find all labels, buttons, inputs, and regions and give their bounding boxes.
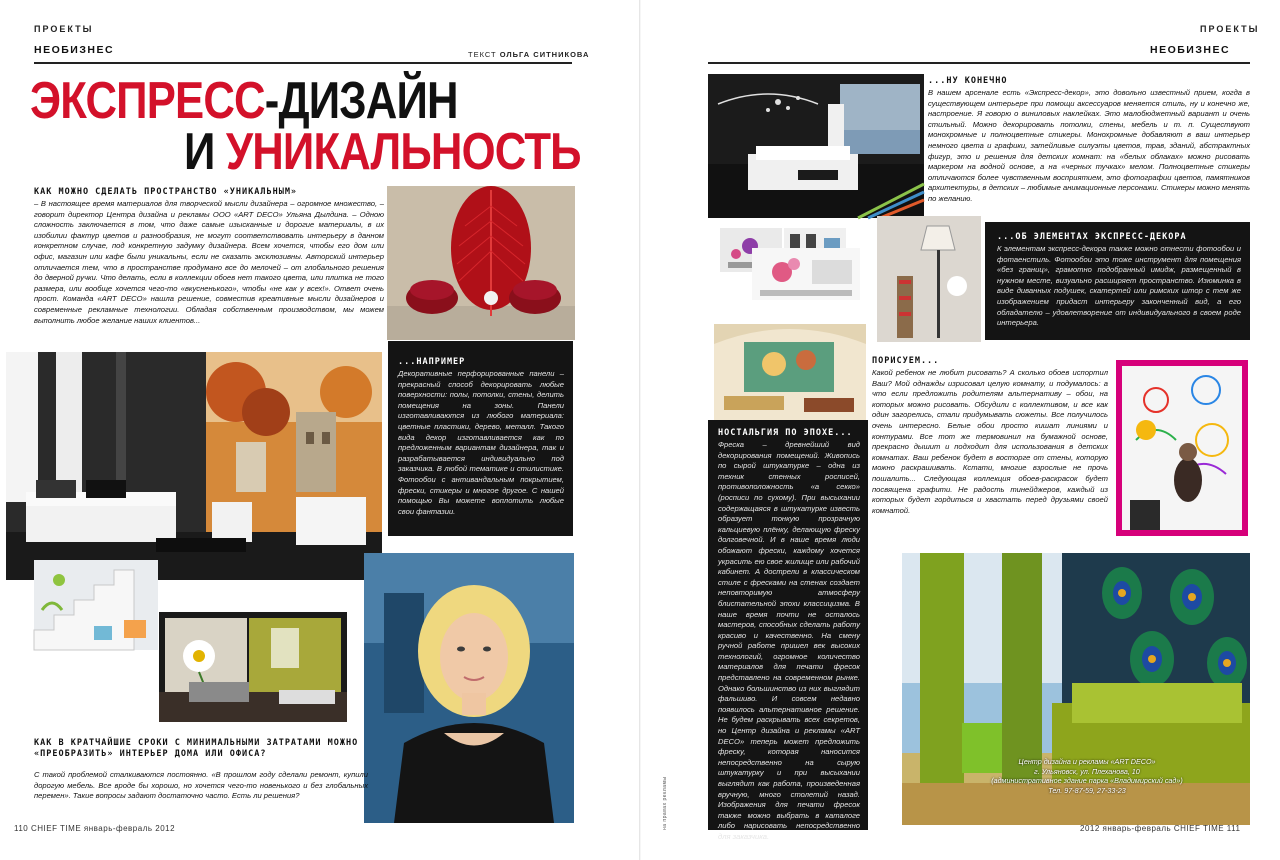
elements-text: К элементам экспресс-декора также можно отнести фотообои и фотаенстиль. Фотообои это тоже инструмент для помещения «без границ», грамотно подобранный имидж, размещенный в нужном месте, визуально расширяет пространство. Изюминка в виде диванных подушек, скатертей или римских штор с тем же изображением придаст интерьеру законченный вид, а его обладателю – удовлетворение от индивидуального в своем роде интерьера. [997, 244, 1241, 328]
floor-lamp-photo [877, 216, 981, 342]
header-rule-left [34, 62, 572, 64]
elements-heading: ...ОБ ЭЛЕМЕНТАХ ЭКСПРЕСС-ДЕКОРА [997, 232, 1187, 242]
example-dark-box [388, 341, 573, 536]
section-kicker-left: ПРОЕКТЫ [34, 24, 94, 34]
company-credit: Центр дизайна и рекламы «ART DECO» г. Ульяновск, ул. Плеханова, 10 (административное здание парка «Владимирский сад») Тел. 97-87-59, 27-33-23 [991, 757, 1183, 795]
red-feather-chairs-photo [387, 186, 575, 340]
section-kicker-right: ПРОЕКТЫ [1200, 24, 1260, 34]
interior-sticker-photo [752, 248, 860, 300]
question-heading: КАК В КРАТЧАЙШИЕ СРОКИ С МИНИМАЛЬНЫМИ ЗАТРАТАМИ МОЖНО «ПРЕОБРАЗИТЬ» ИНТЕРЬЕР ДОМА ИЛИ ОФИСА? [34, 738, 359, 759]
example-text: Декоративные перфорированные панели – прекрасный способ декорировать любые поверхности: полы, потолки, стены, делить помещения на зоны. Панели изготавливаются из любого материала: цветные пластики, дерево, металл. Такого вида декор изготавливается как по предложенным вариантам дизайнера, так и разрабатывается индивидуально под заказчика. В любой тематике и стилистике. Фотообои с антивандальным покрытием, фрески, стикеры и многое другое. С нашей помощью Вы можете воплотить любые свои фантазии. [398, 369, 564, 516]
elements-dark-box [985, 222, 1250, 340]
draw-heading: ПОРИСУЕМ... [872, 356, 940, 366]
ad-disclaimer: на правах рекламы [662, 776, 668, 830]
living-room-painting-photo [6, 352, 382, 580]
headline-line-2: И УНИКАЛЬНОСТЬ [184, 123, 581, 181]
page-footer-left: 110 CHIEF TIME январь-февраль 2012 [14, 824, 176, 833]
green-bedroom-peacock-photo [902, 553, 1250, 825]
staircase-sticker-photo [34, 560, 158, 650]
course-text: В нашем арсенале есть «Экспресс-декор», это довольно известный прием, когда в существующем интерьере при помощи аксессуаров меняется стиль, ну и конечно же, настроение. Я говорю о виниловых наклейках. Это малобюджетный вариант и очень стильный. Можно декорировать потолки, стены, мебель и т. п. Существуют монохромные и полноцветные стикеры. Монохромные добавляют в ваш интерьер немного цвета и графики, затейливые силуэты цветов, трав, зданий, абстрактных фигур, это и решения для детских комнат: на «белых облаках» можно рисовать маркером на водной основе, а на «черных тучках» мелом. Полноцветные стикеры отличаются более чувственным восприятием, это фотографии цветов, памятников архитектуры, в детских – любимые анимационные персонажи. Стикеры можно менять по желанию. [928, 88, 1250, 203]
page-footer-right: 2012 январь-февраль CHIEF TIME 111 [1080, 824, 1241, 833]
course-heading: ...НУ КОНЕЧНО [928, 76, 1008, 86]
header-rule-right [708, 62, 1250, 64]
example-heading: ...НАПРИМЕР [398, 357, 466, 367]
headline-line-1: ЭКСПРЕСС-ДИЗАЙН [30, 72, 458, 130]
child-drawing-wall-photo [1116, 360, 1248, 536]
section-title-left: НЕОБИЗНЕС [34, 44, 115, 56]
section-title-right: НЕОБИЗНЕС [1150, 44, 1231, 56]
director-portrait-photo [364, 553, 574, 823]
lead-heading: КАК МОЖНО СДЕЛАТЬ ПРОСТРАНСТВО «УНИКАЛЬНЫМ» [34, 187, 298, 197]
lead-text: – В настоящее время материалов для творческой мысли дизайнера – огромное множество, – говорит директор Центра дизайна и рекламы ООО «ART DECO» Ульяна Дылдина. – Одною сложность заключается в том, что даже самые изысканные и дорогие материалы, в их изобилии фактур цветов и разнообразия, не могут соответствовать интерьеру в данном конкретном случае, под конкретную задумку дизайнера. Всем хочется, чтобы его дом или офис, магазин или кафе были уникальны, если не сказать эксклюзивны. Авторский интерьер отличается тем, что в пространстве продумано все до мелочей – от глобального решения до дверной ручки. Что делать, если в коллекции обоев нет такого цвета, или плитка не того размера, или вообще хочется чего-то «вкусненького», чтобы «не как у всех!». Ответ очень прост. Команда «ART DECO» нашла решение, совместив креативные мысли дизайнеров и современные рекламные технологии. Обладая собственным производством, мы можем выполнить любое желание наших клиентов... [34, 199, 384, 325]
fresco-room-photo [714, 324, 866, 420]
flower-wall-room-photo [159, 612, 347, 722]
byline: ТЕКСТ ОЛЬГА СИТНИКОВА [468, 50, 590, 59]
question-text: С такой проблемой сталкиваются постоянно. «В прошлом году сделали ремонт, купили дорогую мебель. Все вроде бы хорошо, но хочется чего-то новенького и без глобальных перемен». Такие вопросы задают достаточно часто. Есть ли решения? [34, 770, 368, 801]
nostalgia-text: Фреска – древнейший вид декорирования помещений. Живопись по сырой штукатурке – одна из техник стенных росписей, противоположность «а секко» (росписи по сухому). При высыхании содержащаяся в штукатурке известь образует тонкую прозрачную кальциевую плёнку, делающую фреску долговечной. И в наше время люди обожают фрески, каждому хочется украсить ею свое жилище или рабочий кабинет. А дострели в классическом стиле с фресками на стенах создает неповторимую атмосферу блистательной эпохи классицизма. В наше время почти не осталось мастеров, способных сделать работу красиво и качественно. На смену ручной работе пришел век высоких технологий, огромное количество материалов для печати фресок представлено на современном рынке. Однако большинство из них выглядит фальшиво. И совсем недавно появилось альтернативное решение. Не будем раскрывать всех секретов, но Центр дизайна и рекламы «ART DECO» теперь может предложить фреску, которая наносится непосредственно на сырую штукатурку и при высыхании выглядит как работа, произведенная вручную, много столетий назад. Изображения для печати фресок также можно выбрать в каталоге либо нарисовать непосредственно для заказчика. [718, 440, 860, 841]
nostalgia-dark-column [708, 420, 868, 841]
page-spine [639, 0, 641, 860]
draw-text: Какой ребенок не любит рисовать? А сколько обоев испортил Ваш? Мой однажды изрисовал целую комнату, и подумалось: а что если предложить родителям альтернативу – обои, на которых можно рисовать. Обсудили с коллективом, и все как один загорелись, стали придумывать сюжеты. Все получилось очень интересно. Белые обои просто кишат линиями и контурами. Все тот же термовинил на бумажной основе, прекрасно дышит и подходит для использования в детских комнатах. Ваш ребенок будет в восторге от стены, которую можно раскрашивать. Кстати, многие взрослые не прочь пошалить... Следующая коллекция обоев-раскрасок будет посвящена графити. Не радость тинейджеров, каждый из которых будет гордиться и хвастать перед друзьями своей комнатой. [872, 368, 1108, 515]
bedroom-sticker-photo [708, 74, 924, 218]
nostalgia-heading: НОСТАЛЬГИЯ ПО ЭПОХЕ... [718, 428, 853, 438]
